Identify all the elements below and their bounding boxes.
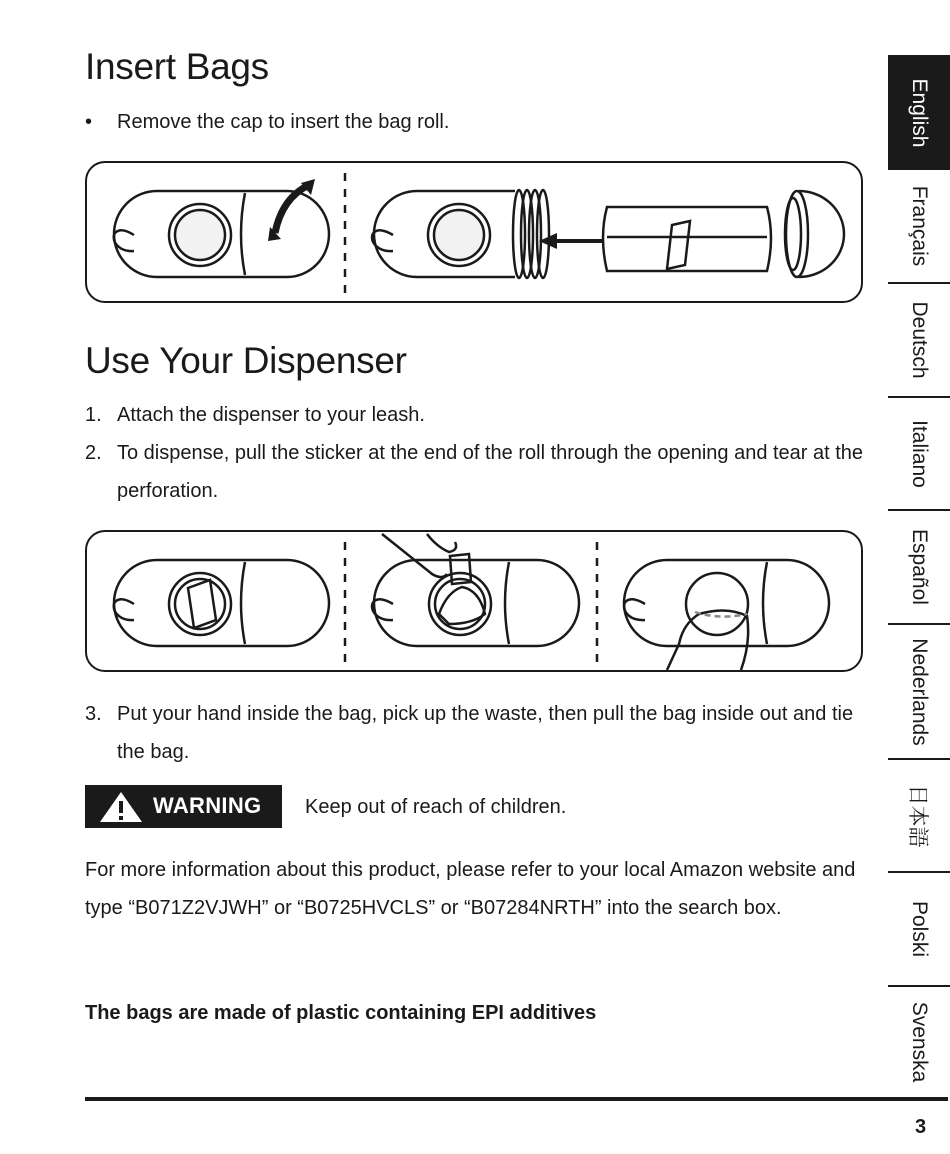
insert-illustration-panel [85, 161, 863, 303]
hand-in-bag-icon [667, 610, 748, 670]
language-tab-label: Español [908, 529, 931, 605]
cap-seam-1 [241, 193, 245, 275]
language-tab-label: Deutsch [908, 301, 931, 379]
language-tab-label: English [908, 78, 931, 147]
footer-rule [85, 1097, 948, 1101]
step-number: 2. [85, 442, 102, 464]
language-tab-label: Français [908, 185, 931, 267]
language-tab-0[interactable] [888, 55, 950, 170]
material-note: The bags are made of plastic containing EPI additives [85, 1002, 597, 1024]
step-number: 3. [85, 703, 102, 725]
language-tab-7[interactable] [888, 873, 950, 987]
hand-icon [382, 534, 447, 577]
language-tab-label: 日本語 [906, 784, 929, 847]
language-tab-6[interactable] [888, 760, 950, 873]
product-info-paragraph: For more information about this product, please refer to your local Amazon website and type “B071Z2VJWH” or “B0725HVCLS” or “B07284NRTH” into the search box. [85, 859, 856, 919]
warning-badge [85, 785, 282, 828]
language-tab-label: Svenska [908, 1001, 931, 1083]
insert-bags-illustration [87, 163, 865, 305]
use-dispenser-title: Use Your Dispenser [85, 340, 407, 381]
language-tab-3[interactable] [888, 398, 950, 511]
language-tab-5[interactable] [888, 625, 950, 760]
sticker [188, 580, 216, 628]
dispense-illustration-panel [85, 530, 863, 672]
language-tab-label: Polski [908, 900, 931, 958]
bag-pulled [439, 587, 485, 624]
insert-bags-title: Insert Bags [85, 46, 269, 87]
use-dispenser-illustration [87, 532, 865, 674]
language-tab-label: Nederlands [908, 637, 931, 746]
page-number: 3 [915, 1116, 927, 1138]
insert-bullet-text: Remove the cap to insert the bag roll. [117, 111, 450, 133]
step-1 [85, 396, 875, 434]
step-text: Attach the dispenser to your leash. [117, 404, 425, 426]
insert-bullet [85, 107, 449, 137]
language-tab-1[interactable] [888, 170, 950, 284]
language-tab-2[interactable] [888, 284, 950, 398]
step-text: To dispense, pull the sticker at the end of the roll through the opening and tear at the perforation. [117, 442, 864, 502]
warning-triangle-icon [99, 791, 143, 823]
step-text: Put your hand inside the bag, pick up the waste, then pull the bag inside out and tie the bag. [117, 703, 854, 763]
step-number: 1. [85, 404, 102, 426]
language-tab-label: Italiano [908, 419, 931, 488]
step-3 [85, 695, 875, 771]
language-tab-4[interactable] [888, 511, 950, 625]
warning-label: WARNING [153, 793, 262, 818]
warning-text: Keep out of reach of children. [305, 796, 567, 818]
bullet-dot: • [85, 111, 93, 133]
step-2 [85, 434, 875, 510]
language-tab-8[interactable] [888, 987, 950, 1097]
